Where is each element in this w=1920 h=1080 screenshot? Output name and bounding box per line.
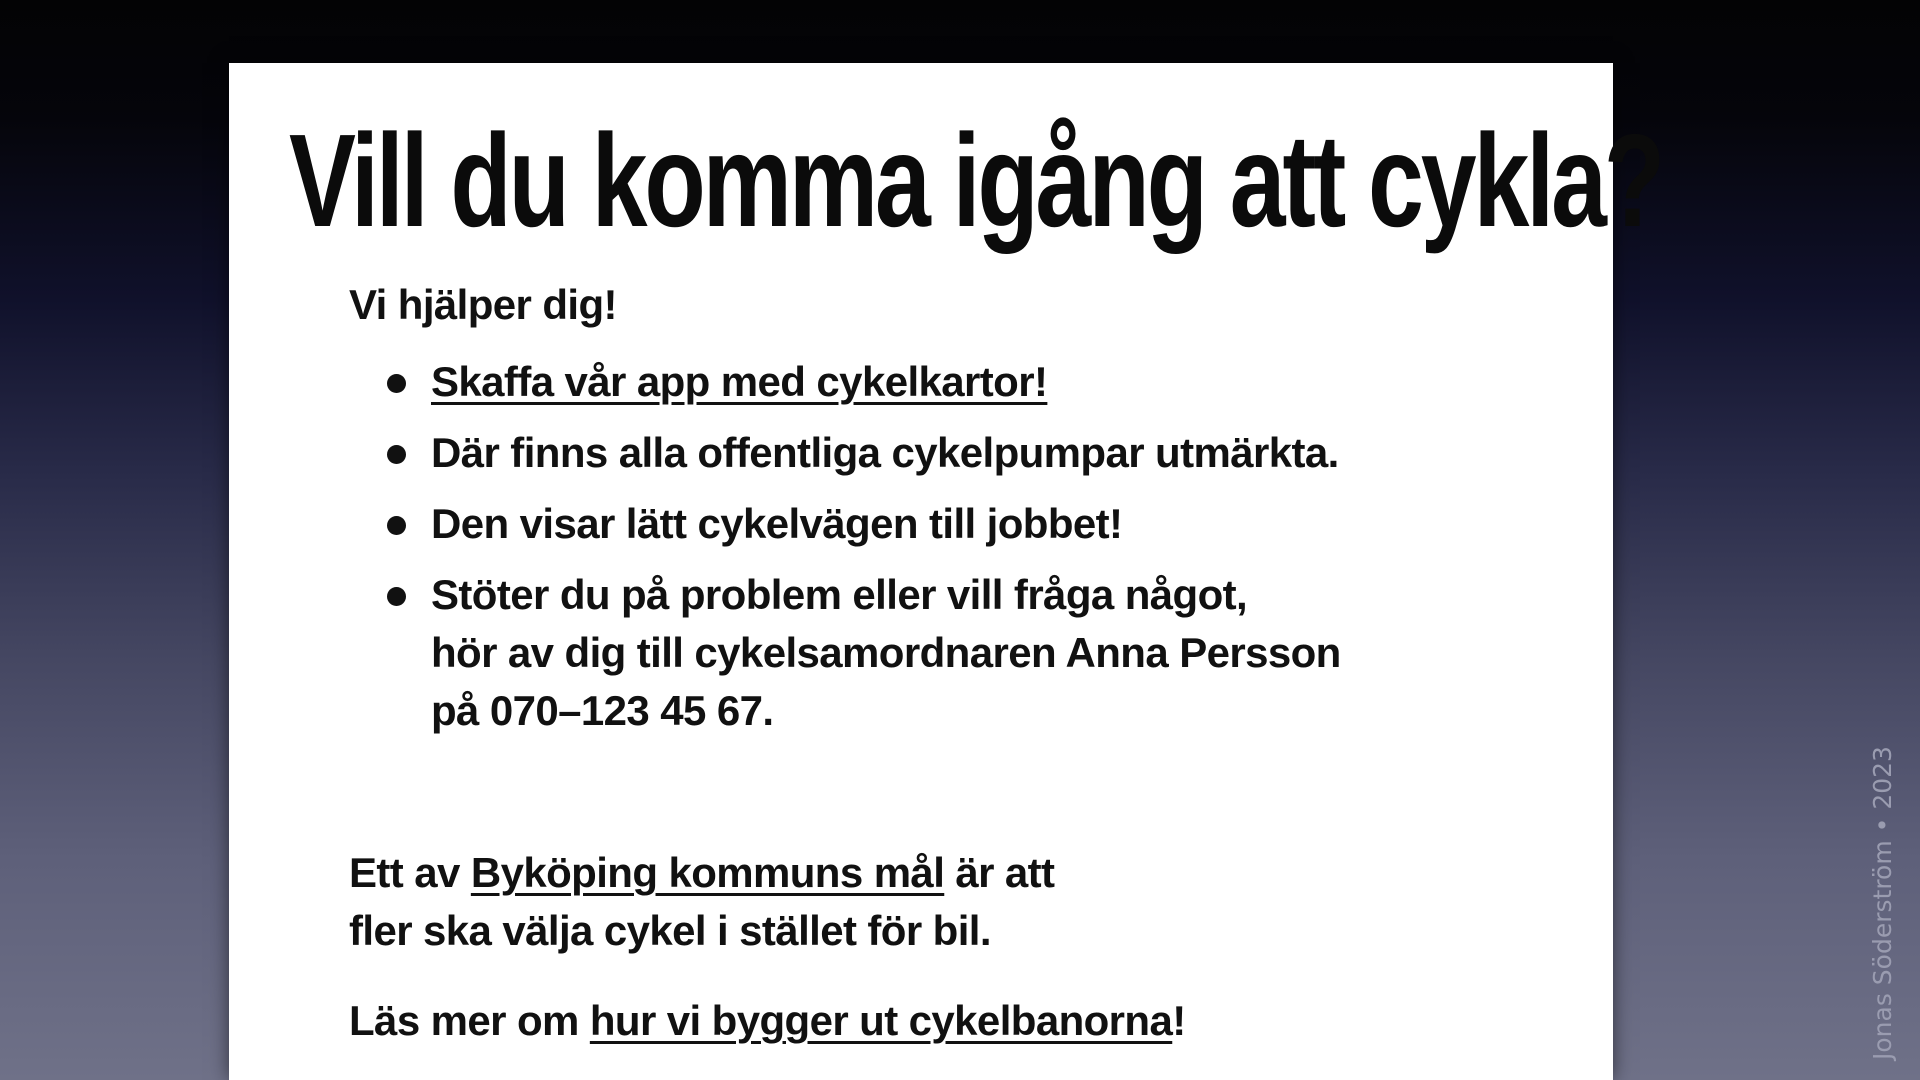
bullet-text-line: Stöter du på problem eller vill fråga något, (431, 571, 1248, 618)
bullet-dot-icon (387, 587, 406, 606)
readmore-text-before: Läs mer om (349, 997, 590, 1044)
goal-text-before: Ett av (349, 849, 471, 896)
municipality-goal-link[interactable]: Byköping kommuns mål (470, 849, 945, 896)
cycle-paths-link[interactable]: hur vi bygger ut cykelbanorna (589, 997, 1173, 1044)
goal-text-after: är att (944, 849, 1055, 896)
bullet-text: Den visar lätt cykelvägen till jobbet! (431, 500, 1123, 547)
goal-text-line2: fler ska välja cykel i stället för bil. (349, 907, 991, 954)
bullet-dot-icon (387, 516, 406, 535)
list-item (349, 495, 1529, 553)
list-item (349, 566, 1529, 740)
intro-text: Vi hjälper dig! (349, 281, 617, 328)
app-link[interactable]: Skaffa vår app med cykelkartor! (431, 358, 1048, 405)
bullet-text-line: på 070–123 45 67. (431, 687, 774, 734)
bullet-dot-icon (387, 374, 406, 393)
bullet-dot-icon (387, 445, 406, 464)
bullet-text: Där finns alla offentliga cykelpumpar utmärkta. (431, 429, 1339, 476)
list-item (349, 353, 1529, 411)
goal-paragraph (349, 844, 1054, 960)
bullet-list (349, 353, 1529, 753)
slide-headline: Vill du komma igång att cykla? (289, 107, 1663, 254)
bullet-text-line: hör av dig till cykelsamordnaren Anna Persson (431, 629, 1341, 676)
list-item (349, 424, 1529, 482)
readmore-text-after: ! (1172, 997, 1186, 1044)
author-credit: Jonas Söderström • 2023 (1868, 746, 1897, 1060)
readmore-paragraph (349, 992, 1186, 1050)
slide-card (229, 63, 1663, 1080)
